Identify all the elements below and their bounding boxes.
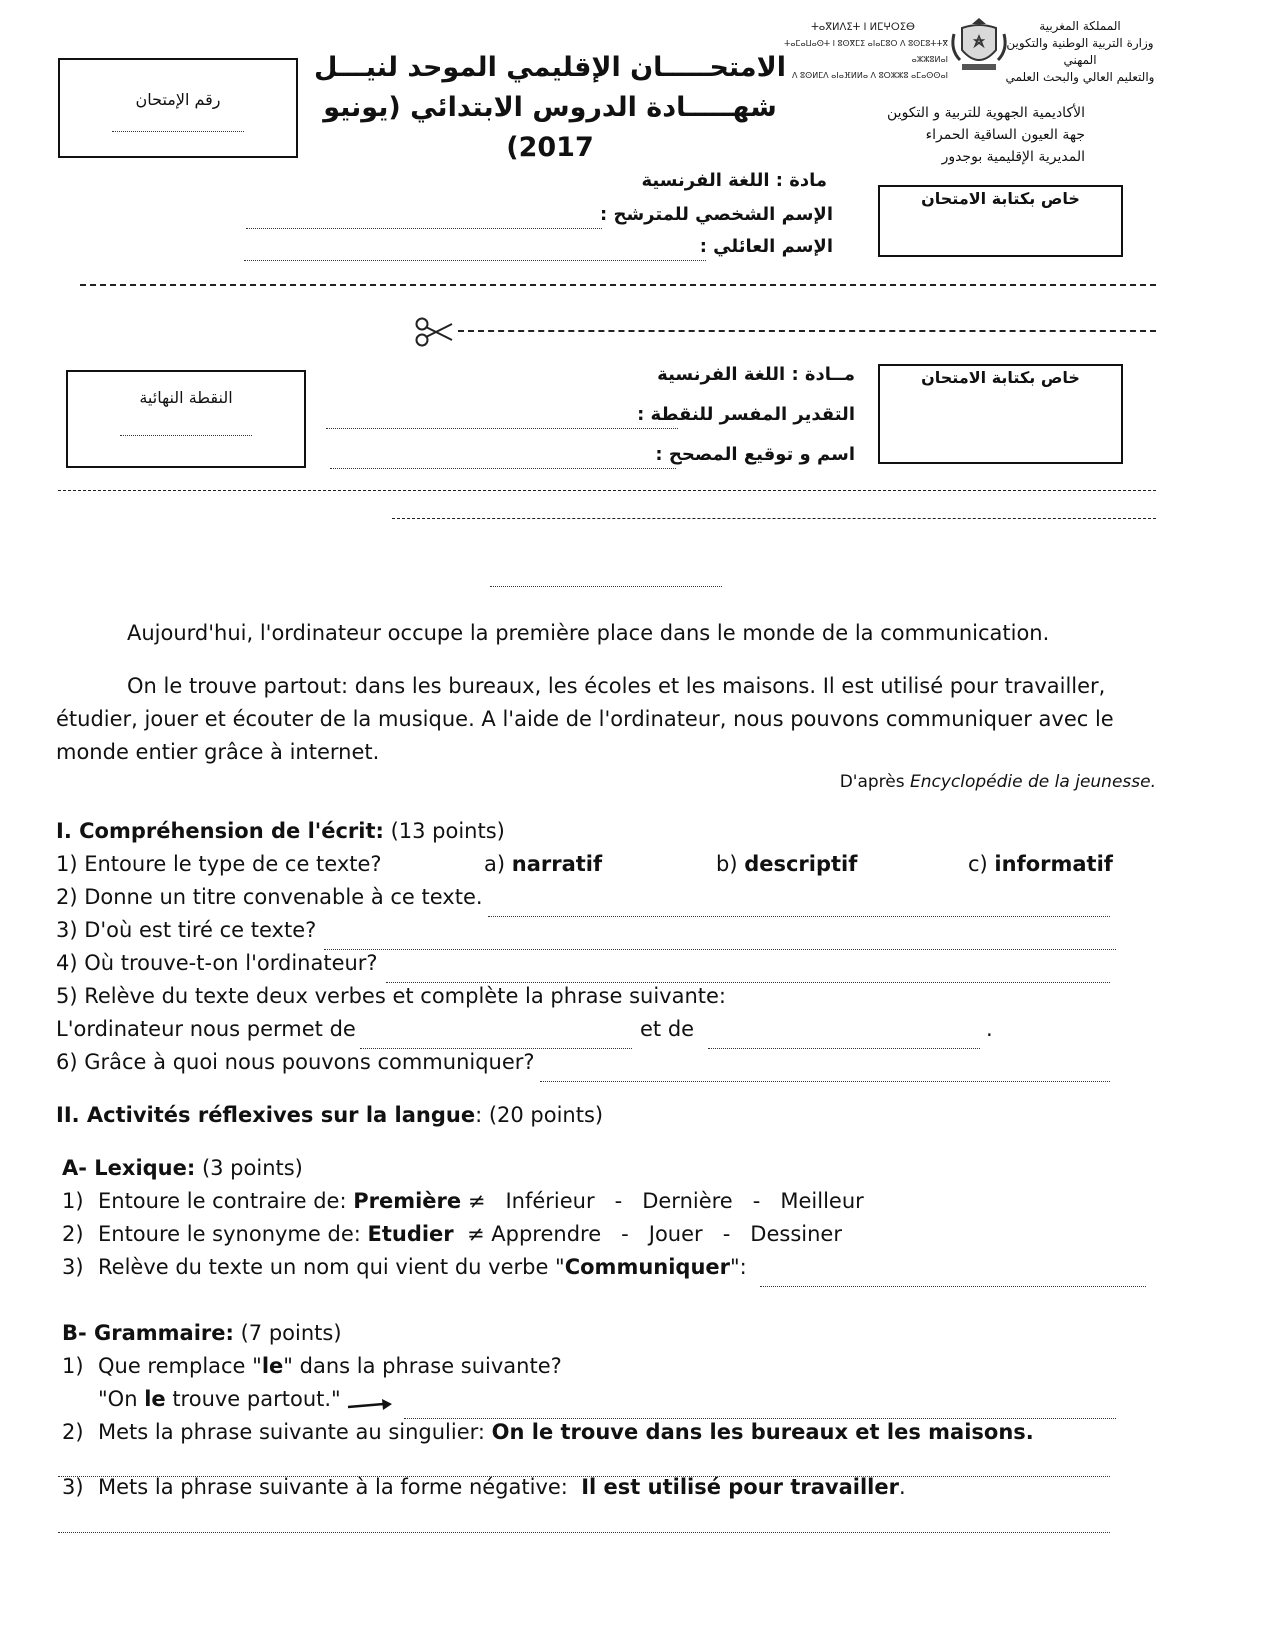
lexique-3-number: 3) <box>62 1255 84 1279</box>
ministry-header <box>1005 18 1155 86</box>
grammaire-3-sentence: Il est utilisé pour travailler <box>581 1475 899 1499</box>
grammaire-2-number: 2) <box>62 1420 84 1444</box>
arrow-right-icon <box>346 1398 394 1412</box>
cut-line <box>458 330 1156 332</box>
grammaire-heading: B- Grammaire: <box>62 1321 234 1345</box>
last-name-field[interactable] <box>244 246 706 265</box>
question-1: 1) Entoure le type de ce texte? <box>56 852 382 876</box>
grammaire-points: (7 points) <box>233 1321 342 1345</box>
final-grade-field[interactable] <box>68 421 304 440</box>
lexique-3-end: ": <box>730 1255 747 1279</box>
tifinagh-header <box>778 20 948 84</box>
question-3: 3) D'où est tiré ce texte? <box>56 918 317 942</box>
grammaire-3-text: Mets la phrase suivante à la forme négative: <box>98 1475 582 1499</box>
kingdom-emblem-icon <box>948 14 1010 76</box>
scissors-icon <box>414 316 454 348</box>
final-grade-box <box>66 370 306 468</box>
exam-title-line-1: الامتحـــــان الإقليمي الموحد لنيـــل <box>313 52 787 83</box>
exam-title <box>300 48 800 168</box>
example-word: le <box>144 1387 166 1411</box>
lexique-2-number: 2) <box>62 1222 84 1246</box>
grammaire-3-answer-field[interactable] <box>58 1518 1110 1537</box>
question-2: 2) Donne un titre convenable à ce texte. <box>56 885 483 909</box>
detach-exam-office-box <box>878 364 1123 464</box>
text-paragraph-1: Aujourd'hui, l'ordinateur occupe la première place dans le monde de la communication. <box>127 621 1050 645</box>
grammaire-1-post: " dans la phrase suivante? <box>283 1354 562 1378</box>
option-c-label: informatif <box>994 852 1113 876</box>
lexique-points: (3 points) <box>195 1156 303 1180</box>
option-b-prefix: b) <box>716 852 745 876</box>
academy-header <box>855 102 1085 168</box>
exam-office-box <box>878 185 1123 257</box>
grammaire-1 <box>98 1353 562 1379</box>
final-grade-label: النقطة النهائية <box>139 388 233 407</box>
grammaire-1-example <box>98 1386 341 1412</box>
text-paragraph-2-line-2: étudier, jouer et écouter de la musique. A l'aide de l'ordinateur, nous pouvons communiquer avec le <box>56 707 1114 731</box>
exam-number-field[interactable] <box>60 117 296 136</box>
exam-office-label: خاص بكتابة الامتحان <box>921 189 1080 208</box>
answer-3-field[interactable] <box>324 935 1116 954</box>
tifinagh-line: ⵜⴰⴳⵍⴷⵉⵜ ⵏ ⵍⵎⵖⵔⵉⴱ <box>811 22 915 33</box>
source-title: Encyclopédie de la jeunesse. <box>910 772 1156 792</box>
section-1-title <box>56 818 505 844</box>
section-2-title <box>56 1102 603 1128</box>
grammaire-3 <box>98 1474 906 1500</box>
grammaire-2 <box>98 1419 1034 1445</box>
lexique-1-word: Première <box>353 1189 462 1213</box>
grade-comment-field[interactable] <box>326 414 678 433</box>
grammaire-3-number: 3) <box>62 1475 84 1499</box>
tifinagh-line: ⴷ ⵓⵙⵍⵎⴷ ⴰⵏⴰⴼⵍⵍⴰ ⴷ ⵓⵔⵣⵣⵓ ⴰⵎⴰⵙⵙⴰⵏ <box>792 71 948 80</box>
section-1-heading: I. Compréhension de l'écrit: <box>56 819 384 843</box>
first-name-label: الإسم الشخصي للمترشح : <box>600 204 833 225</box>
divider <box>392 518 1156 519</box>
subject-line: مادة : اللغة الفرنسية <box>641 170 827 191</box>
lexique-heading: A- Lexique: <box>62 1156 196 1180</box>
lexique-3-text: Relève du texte un nom qui vient du verbe " <box>98 1255 565 1279</box>
lexique-title <box>62 1155 303 1181</box>
grammaire-2-sentence: On le trouve dans les bureaux et les maisons. <box>491 1420 1034 1444</box>
grammaire-1-pre: Que remplace " <box>98 1354 262 1378</box>
ministry-line: والتعليم العالي والبحث العلمي <box>1005 70 1155 84</box>
grade-comment-label: التقدير المفسر للنقطة : <box>637 404 855 425</box>
lexique-1-options[interactable]: ≠ Inférieur - Dernière - Meilleur <box>461 1189 864 1213</box>
lexique-2-text: Entoure le synonyme de: <box>98 1222 368 1246</box>
exam-number-box <box>58 58 298 158</box>
lexique-2 <box>98 1221 842 1247</box>
option-c[interactable] <box>968 851 1113 877</box>
grammaire-1-word: le <box>261 1354 284 1378</box>
lexique-3-answer-field[interactable] <box>760 1272 1146 1291</box>
exam-number-label: رقم الإمتحان <box>135 90 221 109</box>
grammaire-2-text: Mets la phrase suivante au singulier: <box>98 1420 492 1444</box>
answer-2-field[interactable] <box>488 902 1110 921</box>
title-answer-field[interactable] <box>490 572 722 591</box>
question-5-sentence-middle: et de <box>640 1017 695 1041</box>
lexique-3-word: Communiquer <box>564 1255 731 1279</box>
answer-6-field[interactable] <box>540 1067 1110 1086</box>
academy-line: جهة العيون الساقية الحمراء <box>925 127 1085 143</box>
section-2-points: : (20 points) <box>475 1103 604 1127</box>
example-post: trouve partout." <box>165 1387 341 1411</box>
text-paragraph-2-line-3: monde entier grâce à internet. <box>56 740 380 764</box>
corrector-label: اسم و توقيع المصحح : <box>655 444 855 465</box>
example-pre: "On <box>98 1387 145 1411</box>
ministry-line: وزارة التربية الوطنية والتكوين المهني <box>1006 36 1154 67</box>
grammaire-3-end: . <box>898 1475 906 1499</box>
divider <box>80 284 1156 286</box>
option-b-label: descriptif <box>744 852 858 876</box>
detach-exam-office-label: خاص بكتابة الامتحان <box>921 368 1080 387</box>
answer-5b-field[interactable] <box>708 1034 980 1053</box>
academy-line: الأكاديمية الجهوية للتربية و التكوين <box>887 105 1085 121</box>
section-1-points: (13 points) <box>383 819 505 843</box>
first-name-field[interactable] <box>246 214 602 233</box>
option-b[interactable] <box>716 851 857 877</box>
corrector-field[interactable] <box>330 454 676 473</box>
divider <box>58 490 1156 491</box>
option-a-label: narratif <box>511 852 603 876</box>
academy-line: المديرية الإقليمية بوجدور <box>941 149 1085 165</box>
text-source <box>840 771 1156 793</box>
question-5-sentence-end: . <box>986 1017 993 1041</box>
lexique-2-options[interactable]: ≠ Apprendre - Jouer - Dessiner <box>453 1222 842 1246</box>
question-6: 6) Grâce à quoi nous pouvons communiquer? <box>56 1050 535 1074</box>
question-5-sentence-start: L'ordinateur nous permet de <box>56 1017 356 1041</box>
grammaire-1-number: 1) <box>62 1354 84 1378</box>
question-4: 4) Où trouve-t-on l'ordinateur? <box>56 951 378 975</box>
tifinagh-line: ⵜⴰⵎⴰⵡⴰⵙⵜ ⵏ ⵓⵙⴳⵎⵉ ⴰⵏⴰⵎⵓⵔ ⴷ ⵓⵙⵎⵓⵜⵜⴳ ⴰⵣⵣⵓⵍⴰⵏ <box>784 39 948 64</box>
lexique-2-word: Etudier <box>367 1222 454 1246</box>
lexique-1-text: Entoure le contraire de: <box>98 1189 354 1213</box>
option-a[interactable] <box>484 851 602 877</box>
source-prefix: D'après <box>839 772 910 792</box>
ministry-line: المملكة المغربية <box>1039 19 1121 33</box>
exam-title-line-2: شهـــــادة الدروس الابتدائي (يونيو 2017) <box>323 92 777 163</box>
detach-subject-line: مــادة : اللغة الفرنسية <box>657 364 855 385</box>
lexique-3 <box>98 1254 747 1280</box>
question-5: 5) Relève du texte deux verbes et complète la phrase suivante: <box>56 984 727 1008</box>
text-paragraph-2-line-1: On le trouve partout: dans les bureaux, les écoles et les maisons. Il est utilisé pour travailler, <box>127 674 1106 698</box>
option-a-prefix: a) <box>484 852 512 876</box>
section-2-heading: II. Activités réflexives sur la langue <box>56 1103 476 1127</box>
last-name-label: الإسم العائلي : <box>699 236 833 257</box>
grammaire-title <box>62 1320 342 1346</box>
option-c-prefix: c) <box>968 852 995 876</box>
lexique-1-number: 1) <box>62 1189 84 1213</box>
lexique-1 <box>98 1188 864 1214</box>
